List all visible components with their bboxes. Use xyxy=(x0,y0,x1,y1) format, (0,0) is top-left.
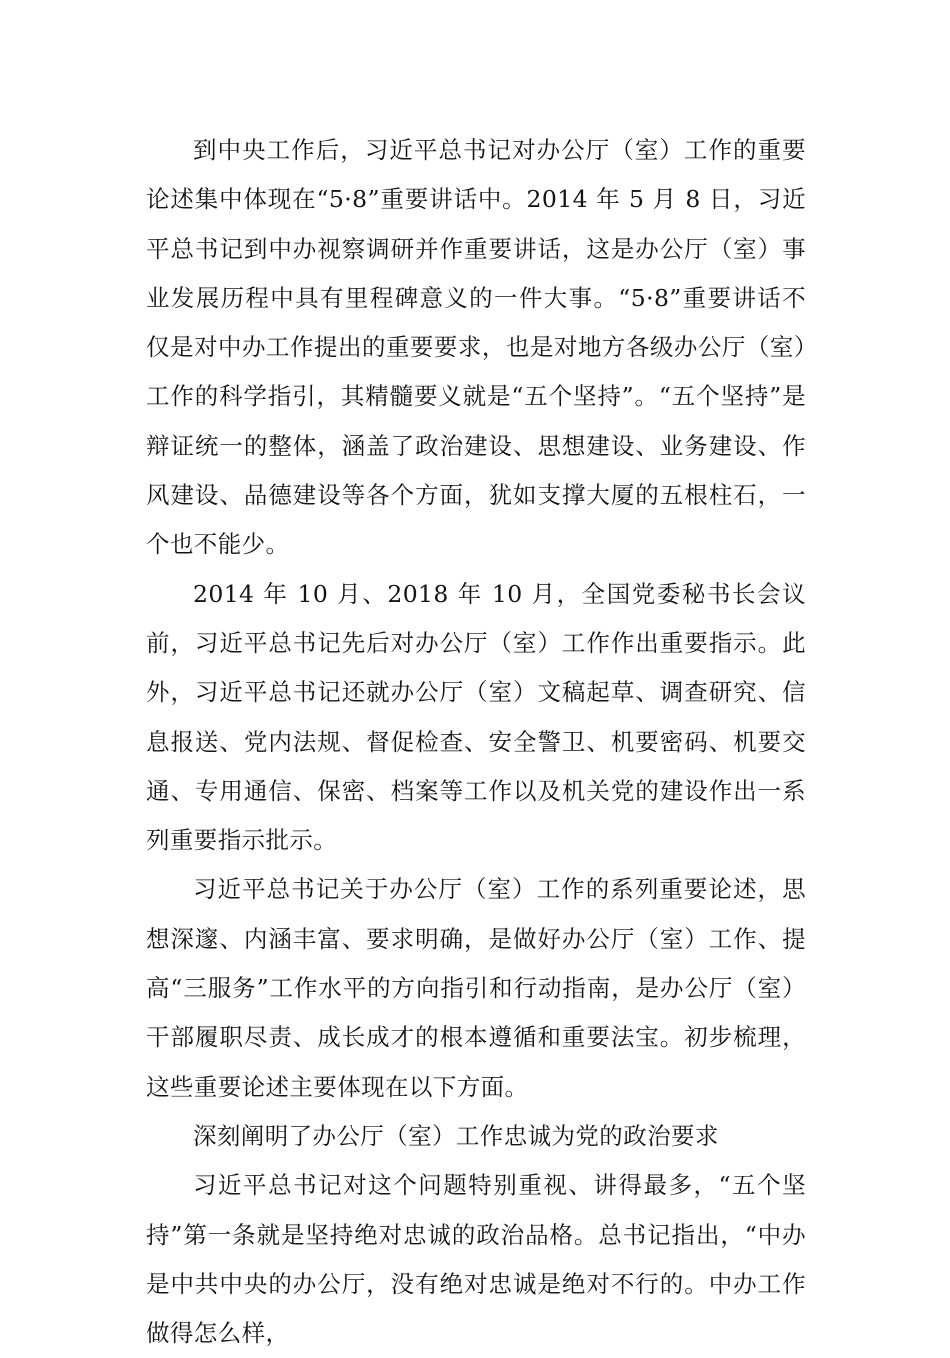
paragraph-4: 习近平总书记对这个问题特别重视、讲得最多，“五个坚持”第一条就是坚持绝对忠诚的政治品格。总书记指出，“中办是中共中央的办公厅，没有绝对忠诚是绝对不行的。中办工作做得怎么样， xyxy=(146,1171,806,1348)
document-body xyxy=(146,126,806,1358)
paragraph-2: 2014 年 10 月、2018 年 10 月，全国党委秘书长会议前，习近平总书记先后对办公厅（室）工作作出重要指示。此外，习近平总书记还就办公厅（室）文稿起草、调查研究、信息报送、党内法规、督促检查、安全警卫、机要密码、机要交通、专用通信、保密、档案等工作以及机关党的建设作出一系列重要指示批示。 xyxy=(146,579,806,855)
paragraph-3: 习近平总书记关于办公厅（室）工作的系列重要论述，思想深邃、内涵丰富、要求明确，是做好办公厅（室）工作、提高“三服务”工作水平的方向指引和行动指南，是办公厅（室）干部履职尽责、成长成才的根本遵循和重要法宝。初步梳理，这些重要论述主要体现在以下方面。 xyxy=(146,875,806,1101)
paragraph-1: 到中央工作后，习近平总书记对办公厅（室）工作的重要论述集中体现在“5·8”重要讲话中。2014 年 5 月 8 日，习近平总书记到中办视察调研并作重要讲话，这是办公厅（室）事业发展历程中具有里程碑意义的一件大事。“5·8”重要讲话不仅是对中办工作提出的重要要求，也是对地方各级办公厅（室）工作的科学指引，其精髓要义就是“五个坚持”。“五个坚持”是辩证统一的整体，涵盖了政治建设、思想建设、业务建设、作风建设、品德建设等各个方面，犹如支撑大厦的五根柱石，一个也不能少。 xyxy=(146,136,806,559)
section-heading: 深刻阐明了办公厅（室）工作忠诚为党的政治要求 xyxy=(193,1121,719,1150)
